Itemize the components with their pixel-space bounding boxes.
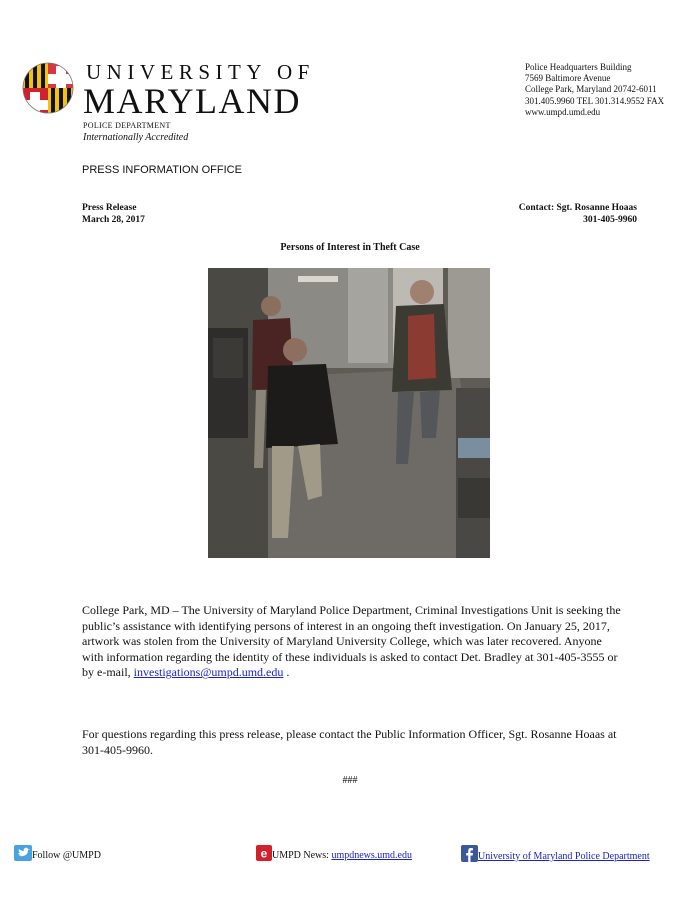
facebook-link[interactable]: University of Maryland Police Department — [478, 851, 650, 862]
address-line: Police Headquarters Building — [525, 62, 632, 72]
footer-twitter[interactable] — [14, 845, 101, 861]
end-mark: ### — [342, 775, 358, 786]
release-label: Press Release — [82, 203, 137, 213]
release-date: March 28, 2017 — [82, 215, 145, 225]
department-name: POLICE DEPARTMENT — [83, 121, 171, 130]
address-line: 7569 Baltimore Avenue — [525, 73, 611, 84]
body-text: College Park, MD – The University of Maryland Police Department, Criminal Investigations Unit is seeking the public’s assistance with identifying persons of interest in an ongoing theft investigation. On January 25, 2017, artwork was stolen from the University of Maryland University College, which was later recovered. Anyone with information regarding the identity of these individuals is asked to contact Det. Bradley at 301-405-3555 or by e-mail, — [82, 603, 621, 680]
office-title: PRESS INFORMATION OFFICE — [82, 164, 242, 176]
headline: Persons of Interest in Theft Case — [280, 242, 420, 253]
contact-info — [519, 202, 637, 226]
body-paragraph — [82, 603, 622, 681]
footer-news — [256, 845, 412, 861]
address-line: www.umpd.umd.edu — [525, 106, 601, 117]
email-link[interactable]: investigations@umpd.umd.edu — [133, 665, 284, 680]
contact-paragraph: For questions regarding this press release, please contact the Public Information Officer, Sgt. Rosanne Hoaas at 301-405-9960. — [82, 727, 617, 757]
facebook-icon — [461, 845, 478, 862]
maryland-line: MARYLAND — [83, 81, 302, 121]
twitter-icon — [14, 845, 32, 861]
accreditation-text: Internationally Accredited — [83, 132, 189, 143]
body-text-end: . — [283, 665, 290, 680]
university-line: UNIVERSITY OF — [86, 60, 315, 84]
twitter-label: Follow @UMPD — [32, 850, 101, 861]
maryland-seal-logo — [22, 62, 74, 114]
news-link[interactable]: umpdnews.umd.edu — [331, 850, 412, 861]
address-block — [525, 62, 664, 118]
news-label: UMPD News: — [272, 850, 332, 861]
news-icon — [256, 845, 272, 861]
address-line: 301.405.9960 TEL 301.314.9552 FAX — [525, 95, 665, 106]
contact-name: Contact: Sgt. Rosanne Hoaas — [518, 203, 637, 213]
release-info — [82, 202, 145, 226]
svg-text:e: e — [260, 846, 268, 861]
surveillance-photo — [208, 268, 490, 558]
footer-facebook — [461, 845, 650, 862]
address-line: College Park, Maryland 20742-6011 — [525, 84, 657, 95]
contact-phone: 301-405-9960 — [583, 215, 637, 225]
